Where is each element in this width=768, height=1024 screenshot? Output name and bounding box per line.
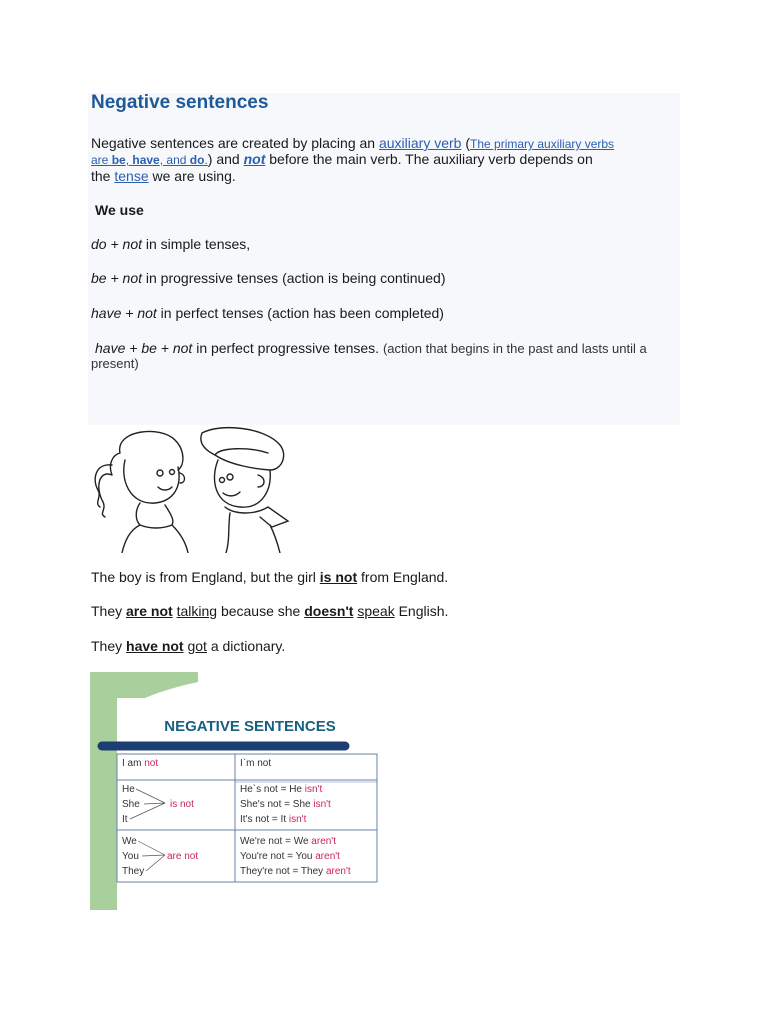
- girl-face: [124, 460, 179, 503]
- row3-left-we: We: [122, 836, 137, 847]
- green-bar-vertical: [90, 672, 117, 910]
- row1-left: I am not: [122, 758, 159, 769]
- example-2: They are not talking because she doesn't speak English.: [91, 603, 449, 619]
- row2-right-2: She's not = She isn't: [240, 799, 331, 810]
- intro-line-3: the tense we are using.: [91, 168, 236, 184]
- rule-have-not: have + not in perfect tenses (action has been completed): [91, 305, 444, 321]
- row1-right: I`m not: [240, 758, 272, 769]
- intro-line-1: Negative sentences are created by placing an auxiliary verb (The primary auxiliary verbs: [91, 135, 615, 151]
- row3-right-1: We're not = We aren't: [240, 836, 336, 847]
- row3-left-they: They: [122, 866, 145, 877]
- intro-line-2: are be, have, and do.) and not before the main verb. The auxiliary verb depends on: [91, 151, 593, 167]
- negative-sentences-figure: [90, 672, 396, 910]
- figure-heading: NEGATIVE SENTENCES: [164, 718, 336, 735]
- kids-illustration: [90, 425, 290, 553]
- girl-ponytail: [95, 465, 112, 507]
- girl-body: [122, 503, 188, 553]
- rule-do-not: do + not in simple tenses,: [91, 236, 251, 252]
- example-1: The boy is from England, but the girl is not from England.: [91, 569, 449, 585]
- rule-have-be-not: have + be + not in perfect progressive tenses. (action that begins in the past and lasts until a: [95, 340, 647, 356]
- auxiliary-verb-link[interactable]: auxiliary verb: [378, 135, 462, 151]
- example-3: They have not got a dictionary.: [91, 638, 286, 654]
- row3-right-3: They're not = They aren't: [240, 866, 351, 877]
- boy-face: [214, 460, 270, 507]
- primary-auxiliary-note[interactable]: The primary auxiliary verbs: [470, 137, 615, 151]
- row3-mid: are not: [167, 851, 199, 862]
- we-use-heading: We use: [95, 202, 144, 218]
- row3-right-2: You're not = You aren't: [240, 851, 340, 862]
- row2-left-he: He: [122, 784, 135, 795]
- row2-mid: is not: [170, 799, 194, 810]
- row2-right-3: It's not = It isn't: [240, 814, 307, 825]
- rule-be-not: be + not in progressive tenses (action is being continued): [91, 270, 446, 286]
- row2-left-she: She: [122, 799, 140, 810]
- boy-scarf: [225, 507, 288, 553]
- row3-left-you: You: [122, 851, 139, 862]
- row2-left-it: It: [122, 814, 128, 825]
- page-title: Negative sentences: [91, 92, 269, 113]
- not-link[interactable]: not: [243, 151, 266, 167]
- tense-link[interactable]: tense: [114, 168, 149, 184]
- row2-right-1: He`s not = He isn't: [240, 784, 323, 795]
- rule-have-be-not-cont: present): [91, 356, 139, 371]
